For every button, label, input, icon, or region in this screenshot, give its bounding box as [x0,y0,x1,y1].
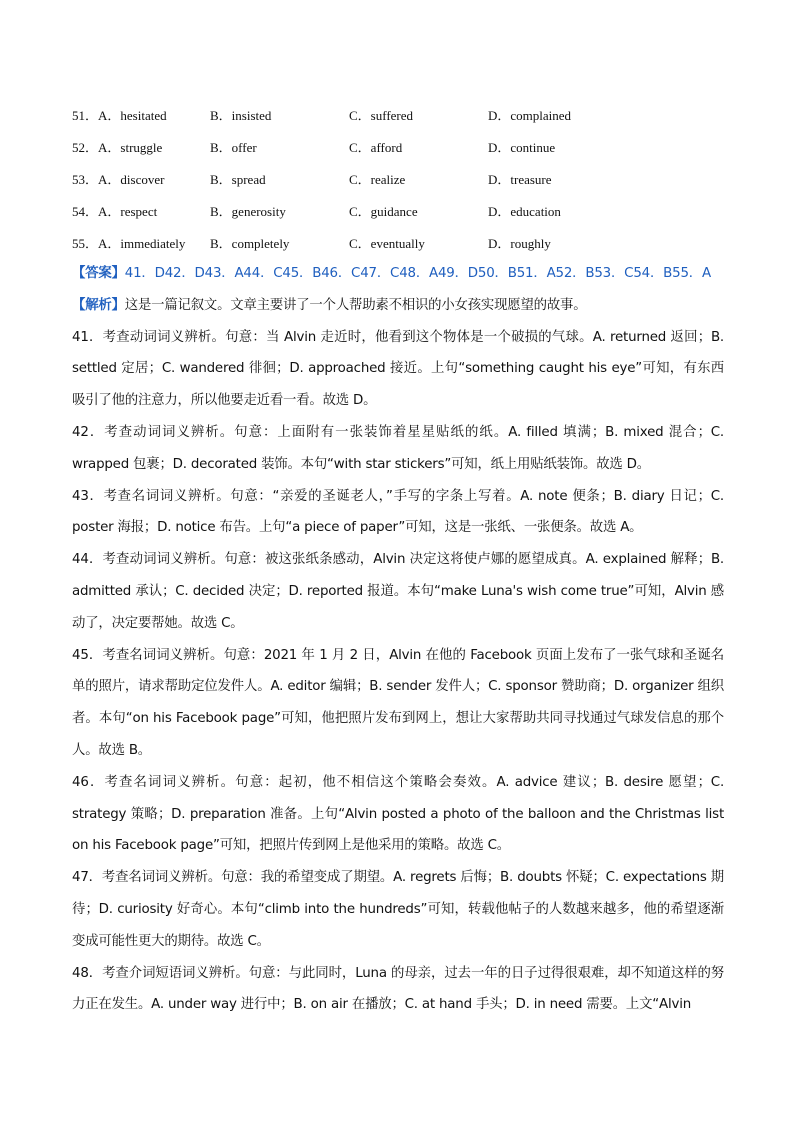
option-b: B．completely [210,235,290,251]
answer-key: 41．D42．D43．A44．C45．B46．C47．C48．A49．D50．B51．A52．B53．C54．B55．A [124,266,711,281]
analysis-summary: 这是一篇记叙文。文章主要讲了一个人帮助素不相识的小女孩实现愿望的故事。 [124,297,587,313]
option-row-55 [72,226,724,258]
option-row-54 [72,194,724,226]
option-row-51 [72,98,724,130]
options-block [72,98,724,258]
option-b: B．insisted [210,107,272,123]
question-number: 51． [72,107,99,123]
option-c: C．afford [349,139,403,155]
option-b: B．offer [210,139,257,155]
option-a: A．immediately [98,235,186,251]
document-page [72,98,724,1021]
option-c: C．realize [349,171,406,187]
option-c: C．suffered [349,107,414,123]
answer-label: 【答案】 [72,266,125,281]
option-b: B．spread [210,171,266,187]
question-number: 53． [72,171,99,187]
explanation-45: 45．考查名词词义辨析。句意：2021 年 1 月 2 日，Alvin 在他的 Facebook 页面上发布了一张气球和圣诞名单的照片，请求帮助定位发件人。A. editor 编辑；B. sender 发件人；C. sponsor 赞助商；D. organizer 组织者。本句“on his Facebook page”可知，他把照片发布到网上，想让大家帮助共同寻找通过气球发信息的那个人。故选 B。 [72,647,724,758]
option-a: A．respect [98,203,158,219]
explanation-41: 41．考查动词词义辨析。句意：当 Alvin 走近时，他看到这个物体是一个破损的气球。A. returned 返回；B. settled 定居；C. wandered 徘徊；D. approached 接近。上句“something caught his eye”可知，有东西吸引了他的注意力，所以他要走近看一看。故选 D。 [72,329,724,409]
option-row-52 [72,130,724,162]
question-number: 52． [72,139,99,155]
option-b: B．generosity [210,203,286,219]
option-d: D．treasure [488,171,552,187]
explanation-48: 48．考查介词短语词义辨析。句意：与此同时，Luna 的母亲，过去一年的日子过得很艰难，却不知道这样的努力正在发生。A. under way 进行中；B. on air 在播放；C. at hand 手头；D. in need 需要。上文“Alvin [72,965,724,1013]
option-a: A．struggle [98,139,163,155]
analysis-label: 【解析】 [72,297,125,313]
option-a: A．discover [98,171,165,187]
option-row-53 [72,162,724,194]
question-number: 55． [72,235,99,251]
explanation-42: 42．考查动词词义辨析。句意：上面附有一张装饰着星星贴纸的纸。A. filled 填满；B. mixed 混合；C. wrapped 包裹；D. decorated 装饰。本句“with star stickers”可知，纸上用贴纸装饰。故选 D。 [72,424,724,472]
explanation-47: 47．考查名词词义辨析。句意：我的希望变成了期望。A. regrets 后悔；B. doubts 怀疑；C. expectations 期待；D. curiosity 好奇心。本句“climb into the hundreds”可知，转载他帖子的人数越来越多，他的希望逐渐变成可能性更大的期待。故选 C。 [72,870,724,949]
explanation-43: 43．考查名词词义辨析。句意：“亲爱的圣诞老人，”手写的字条上写着。A. note 便条；B. diary 日记；C. poster 海报；D. notice 布告。上句“a piece of paper”可知，这是一张纸、一张便条。故选 A。 [72,488,724,536]
option-d: D．continue [488,139,556,155]
question-number: 54． [72,203,99,219]
option-c: C．eventually [349,235,425,251]
option-c: C．guidance [349,203,418,219]
option-a: A．hesitated [98,107,167,123]
option-d: D．education [488,203,561,219]
analysis-line [72,290,724,322]
explanation-44: 44．考查动词词义辨析。句意：被这张纸条感动，Alvin 决定这将使卢娜的愿望成真。A. explained 解释；B. admitted 承认；C. decided 决定；D. reported 报道。本句“make Luna's wish come true”可知，Alvin 感动了，决定要帮她。故选 C。 [72,552,724,631]
option-d: D．complained [488,107,572,123]
answer-line [72,258,724,290]
explanation-46: 46．考查名词词义辨析。句意：起初，他不相信这个策略会奏效。A. advice 建议；B. desire 愿望；C. strategy 策略；D. preparation 准备。上句“Alvin posted a photo of the balloon and the Christmas list on his Facebook page”可知，把照片传到网上是他采用的策略。故选 C。 [72,774,724,854]
option-d: D．roughly [488,235,551,251]
